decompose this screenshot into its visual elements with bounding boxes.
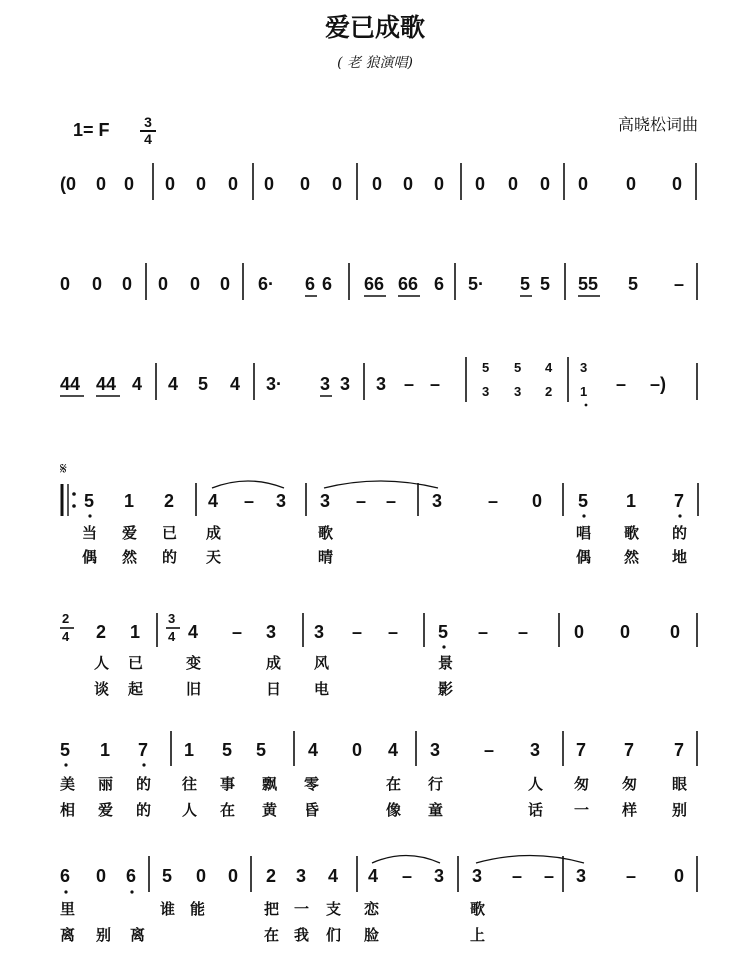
note: (0 [60,174,77,194]
note: 5 [628,274,639,294]
note: – [518,622,529,642]
lyric: 晴 [318,549,334,566]
lyric: 支 [326,901,342,918]
note: 0 [352,740,363,760]
note: 0 [372,174,383,194]
lyric: 离 [60,927,76,944]
lyric: 歌 [470,901,486,918]
lyric: 童 [428,802,444,819]
dots [64,890,133,893]
time-change-bottom: 4 [62,629,70,644]
note: 0 [508,174,519,194]
note: 4 [168,374,179,394]
note: – [674,274,685,294]
note: – [626,866,637,886]
note: 0 [578,174,589,194]
lyric: 唱 [576,525,592,542]
note: 3 [472,866,483,886]
lyric: 们 [326,927,342,944]
note: 3 [276,491,287,511]
lyric: 已 [162,525,178,542]
note: 4 [208,491,219,511]
note: 0 [300,174,311,194]
lyric: 往 [182,776,198,793]
note: 6 [322,274,333,294]
lyric: 零 [304,776,320,793]
note: – [512,866,523,886]
note: 3 [320,374,331,394]
lyric: 歌 [318,525,334,542]
lyric: 景 [438,655,454,672]
note: 4 [368,866,379,886]
lyric: 变 [186,655,202,672]
note: 5 [198,374,209,394]
note: – [388,622,399,642]
note: 4 [308,740,319,760]
note: 2 [266,866,277,886]
ties [372,856,584,864]
lyric: 样 [622,802,638,819]
song-title: 爱已成歌 [324,13,425,42]
note: 0 [196,866,207,886]
lyric: 的 [136,802,152,819]
note: 3 [314,622,325,642]
lyric: 里 [60,901,76,918]
note: 0 [674,866,685,886]
note: 6 [434,274,445,294]
lyric: 恋 [364,901,380,918]
time-signature-bottom: 4 [144,131,152,147]
note: – [232,622,243,642]
time-change-2-4 [60,611,74,644]
composer-credit: 高晓松词曲 [617,117,698,134]
row-5 [60,611,697,698]
note: 4 [188,622,199,642]
note: 0 [264,174,275,194]
note: 0 [196,174,207,194]
lyrics-verse-1 [82,524,687,542]
note: – [356,491,367,511]
lyric: 的 [162,549,178,566]
note: 7 [674,491,685,511]
note: 1 [184,740,195,760]
dots [442,645,445,648]
note: 0 [670,622,681,642]
note: 3 [266,622,277,642]
lyric: 成 [266,655,282,672]
row-1 [60,163,696,200]
note: 3 [434,866,445,886]
lyric: 一 [294,901,310,918]
lyric: 起 [128,681,144,698]
lyric: 像 [386,802,402,819]
lyric: 风 [314,655,330,672]
note: 6 [126,866,137,886]
harmony-note: 1 [580,384,588,399]
note: 1 [124,491,135,511]
time-change-bottom: 4 [168,629,176,644]
note: 0 [228,866,239,886]
lyric: 爱 [98,802,114,819]
harmony-note: 3 [514,384,522,399]
note: – [544,866,555,886]
lyric: 事 [220,776,236,793]
row-2 [60,263,697,300]
note: 44 [96,374,117,394]
note: – [404,374,415,394]
lyric: 偶 [82,549,98,566]
note: – [386,491,397,511]
lyric: 电 [314,681,330,698]
note: 3 [430,740,441,760]
note: 5· [468,274,485,294]
row-4 [60,459,698,566]
lyric: 别 [672,802,688,819]
time-change-top: 3 [168,611,176,626]
dots [88,514,681,517]
note: 0 [228,174,239,194]
note: 6 [60,866,71,886]
note: 0 [190,274,201,294]
lyrics-verse-1 [60,900,485,918]
lyric: 谁 [160,901,176,918]
note: 55 [578,274,599,294]
lyric: 已 [128,655,144,672]
lyrics-verse-2 [60,926,485,944]
row-3 [60,357,697,406]
lyric: 在 [386,776,402,793]
lyric: 然 [122,549,138,566]
lyric: 在 [264,927,280,944]
row-6 [60,731,697,819]
note: 7 [674,740,685,760]
lyric: 爱 [122,525,138,542]
dots [585,404,588,407]
lyric: 歌 [624,525,640,542]
note: 66 [364,274,385,294]
lyric: 当 [82,525,98,542]
note: – [488,491,499,511]
note: 0 [122,274,133,294]
harmony-note: 5 [482,360,490,375]
harmony-note: 5 [514,360,522,375]
note: – [352,622,363,642]
note: 7 [138,740,149,760]
note: 1 [626,491,637,511]
harmony-note: 3 [580,360,588,375]
lyric: 行 [428,776,444,793]
lyric: 黄 [262,802,278,819]
harmony-note: 4 [545,360,553,375]
note: 0 [434,174,445,194]
lyric: 天 [206,549,222,566]
lyric: 话 [528,802,544,819]
lyric: 能 [190,901,206,918]
note: 3· [266,374,283,394]
note: 0 [60,274,71,294]
note: 5 [60,740,71,760]
lyric: 昏 [304,802,320,819]
time-change-3-4 [166,611,180,644]
note: 4 [132,374,143,394]
note: 66 [398,274,419,294]
note: 5 [84,491,95,511]
lyric: 地 [672,549,688,566]
lyric: 匆 [622,776,638,793]
note: 0 [124,174,135,194]
note: 0 [165,174,176,194]
lyric: 一 [574,802,590,819]
note: 0 [532,491,543,511]
lyric: 旧 [186,681,202,698]
note: 0 [92,274,103,294]
note: 0 [96,174,107,194]
lyrics-verse-1 [60,775,687,793]
note: – [430,374,441,394]
note: 0 [574,622,585,642]
note: 0 [626,174,637,194]
dots [64,763,145,766]
harmony-note: 3 [482,384,490,399]
note: 3 [376,374,387,394]
note: – [616,374,627,394]
note: 0 [672,174,683,194]
repeat-start [62,484,76,516]
row-7 [60,856,697,945]
note: 44 [60,374,81,394]
note: 5 [438,622,449,642]
lyrics-verse-2 [60,801,687,819]
note: 0 [96,866,107,886]
lyric: 脸 [364,927,380,944]
note: 5 [222,740,233,760]
harmony-note: 2 [545,384,553,399]
lyric: 成 [206,525,222,542]
note: – [402,866,413,886]
note: 0 [220,274,231,294]
lyric: 相 [60,802,76,819]
note: 2 [96,622,107,642]
lyric: 的 [672,525,688,542]
note: – [478,622,489,642]
note: 6· [258,274,275,294]
note: 4 [328,866,339,886]
lyric: 美 [60,776,76,793]
lyric: 影 [438,681,454,698]
note: 0 [475,174,486,194]
note: 5 [578,491,589,511]
lyric: 谈 [94,681,110,698]
note: 3 [530,740,541,760]
lyric: 然 [624,549,640,566]
note: 7 [624,740,635,760]
lyric: 匆 [574,776,590,793]
lyric: 人 [182,802,198,819]
note: 0 [332,174,343,194]
lyric: 离 [130,927,146,944]
ties [212,481,438,488]
note: 3 [340,374,351,394]
lyrics-verse-2 [94,680,453,698]
lyric: 眼 [672,776,688,793]
lyric: 在 [220,802,236,819]
lyric: 日 [266,681,282,698]
note: 4 [230,374,241,394]
barlines [196,483,698,516]
lyric: 我 [294,927,310,944]
lyrics-verse-1 [94,654,453,672]
lyric: 把 [264,901,280,918]
lyric: 丽 [98,776,114,793]
note: – [484,740,495,760]
note: 3 [432,491,443,511]
lyric: 的 [136,776,152,793]
note: 1 [130,622,141,642]
lyric: 飘 [262,776,278,793]
note: 3 [576,866,587,886]
note: 0 [403,174,414,194]
note: 3 [296,866,307,886]
time-change-top: 2 [62,611,70,626]
note: 5 [540,274,551,294]
lyrics-verse-2 [82,548,687,566]
note: 6 [305,274,316,294]
note: 5 [256,740,267,760]
segno-sign: 𝄋 [60,459,67,478]
lyric: 偶 [576,549,592,566]
lyric: 人 [528,776,544,793]
note: 3 [320,491,331,511]
note: 5 [162,866,173,886]
note: 2 [164,491,175,511]
note: 1 [100,740,111,760]
note: –) [650,374,667,394]
note: – [244,491,255,511]
key-signature: 1= F [73,120,110,140]
time-signature-top: 3 [144,114,152,130]
song-subtitle: ( 老 狼演唱) [337,55,413,71]
note: 0 [158,274,169,294]
lyric: 别 [96,927,112,944]
lyric: 上 [470,927,486,944]
note: 0 [540,174,551,194]
note: 4 [388,740,399,760]
lyric: 人 [94,655,110,672]
note: 5 [520,274,531,294]
note: 7 [576,740,587,760]
note: 0 [620,622,631,642]
